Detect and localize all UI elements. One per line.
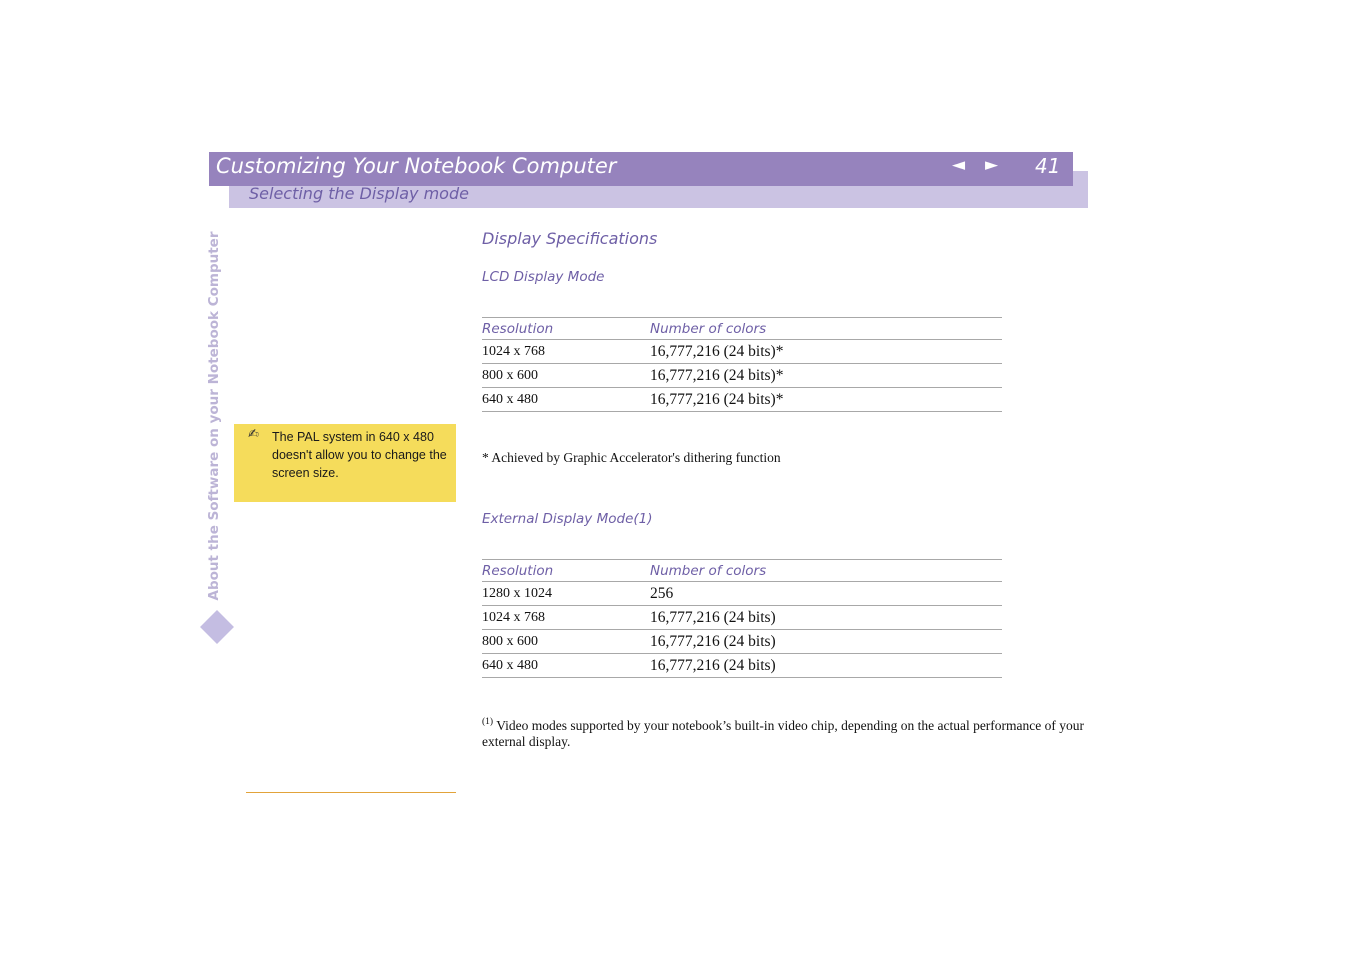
lcd-display-table [482, 317, 1002, 412]
lcd-footnote: * Achieved by Graphic Accelerator's dithering function [482, 450, 781, 465]
section-title: Display Specifications [482, 229, 658, 248]
external-display-table [482, 559, 1002, 678]
diamond-icon [200, 610, 234, 644]
table-row [482, 654, 1002, 678]
column-header-colors: Number of colors [650, 560, 1002, 582]
page-number: 41 [1035, 154, 1061, 178]
resolution-cell: 1024 x 768 [482, 606, 650, 630]
table-header-row [482, 560, 1002, 582]
colors-cell: 16,777,216 (24 bits) [650, 630, 1002, 654]
colors-cell: 256 [650, 582, 1002, 606]
lcd-table-caption: LCD Display Mode [482, 269, 605, 285]
next-page-icon[interactable]: ► [985, 155, 999, 175]
resolution-cell: 640 x 480 [482, 388, 650, 412]
table-row [482, 388, 1002, 412]
column-header-resolution: Resolution [482, 560, 650, 582]
table-row [482, 364, 1002, 388]
resolution-cell: 640 x 480 [482, 654, 650, 678]
table-row [482, 340, 1002, 364]
table-row [482, 630, 1002, 654]
colors-cell: 16,777,216 (24 bits) [650, 606, 1002, 630]
external-footnote [482, 718, 1088, 750]
previous-page-icon[interactable]: ◄ [952, 155, 966, 175]
column-header-resolution: Resolution [482, 318, 650, 340]
section-subtitle: Selecting the Display mode [249, 184, 469, 203]
colors-cell: 16,777,216 (24 bits)* [650, 340, 1002, 364]
footnote-marker: (1) [482, 717, 494, 727]
vertical-chapter-label: About the Software on your Notebook Computer [206, 231, 222, 601]
resolution-cell: 1280 x 1024 [482, 582, 650, 606]
colors-cell: 16,777,216 (24 bits)* [650, 364, 1002, 388]
page-title: Customizing Your Notebook Computer [216, 154, 617, 178]
colors-cell: 16,777,216 (24 bits) [650, 654, 1002, 678]
external-footnote-text: Video modes supported by your notebook’s built-in video chip, depending on the actual performance of your external display. [482, 718, 1085, 749]
table-row [482, 606, 1002, 630]
table-row [482, 582, 1002, 606]
resolution-cell: 800 x 600 [482, 630, 650, 654]
writing-hand-icon: ✍ [248, 427, 259, 442]
divider-line [246, 792, 456, 793]
table-header-row [482, 318, 1002, 340]
resolution-cell: 800 x 600 [482, 364, 650, 388]
external-table-caption: External Display Mode(1) [482, 511, 653, 527]
colors-cell: 16,777,216 (24 bits)* [650, 388, 1002, 412]
note-text: The PAL system in 640 x 480 doesn't allow you to change the screen size. [272, 430, 447, 480]
column-header-colors: Number of colors [650, 318, 1002, 340]
resolution-cell: 1024 x 768 [482, 340, 650, 364]
